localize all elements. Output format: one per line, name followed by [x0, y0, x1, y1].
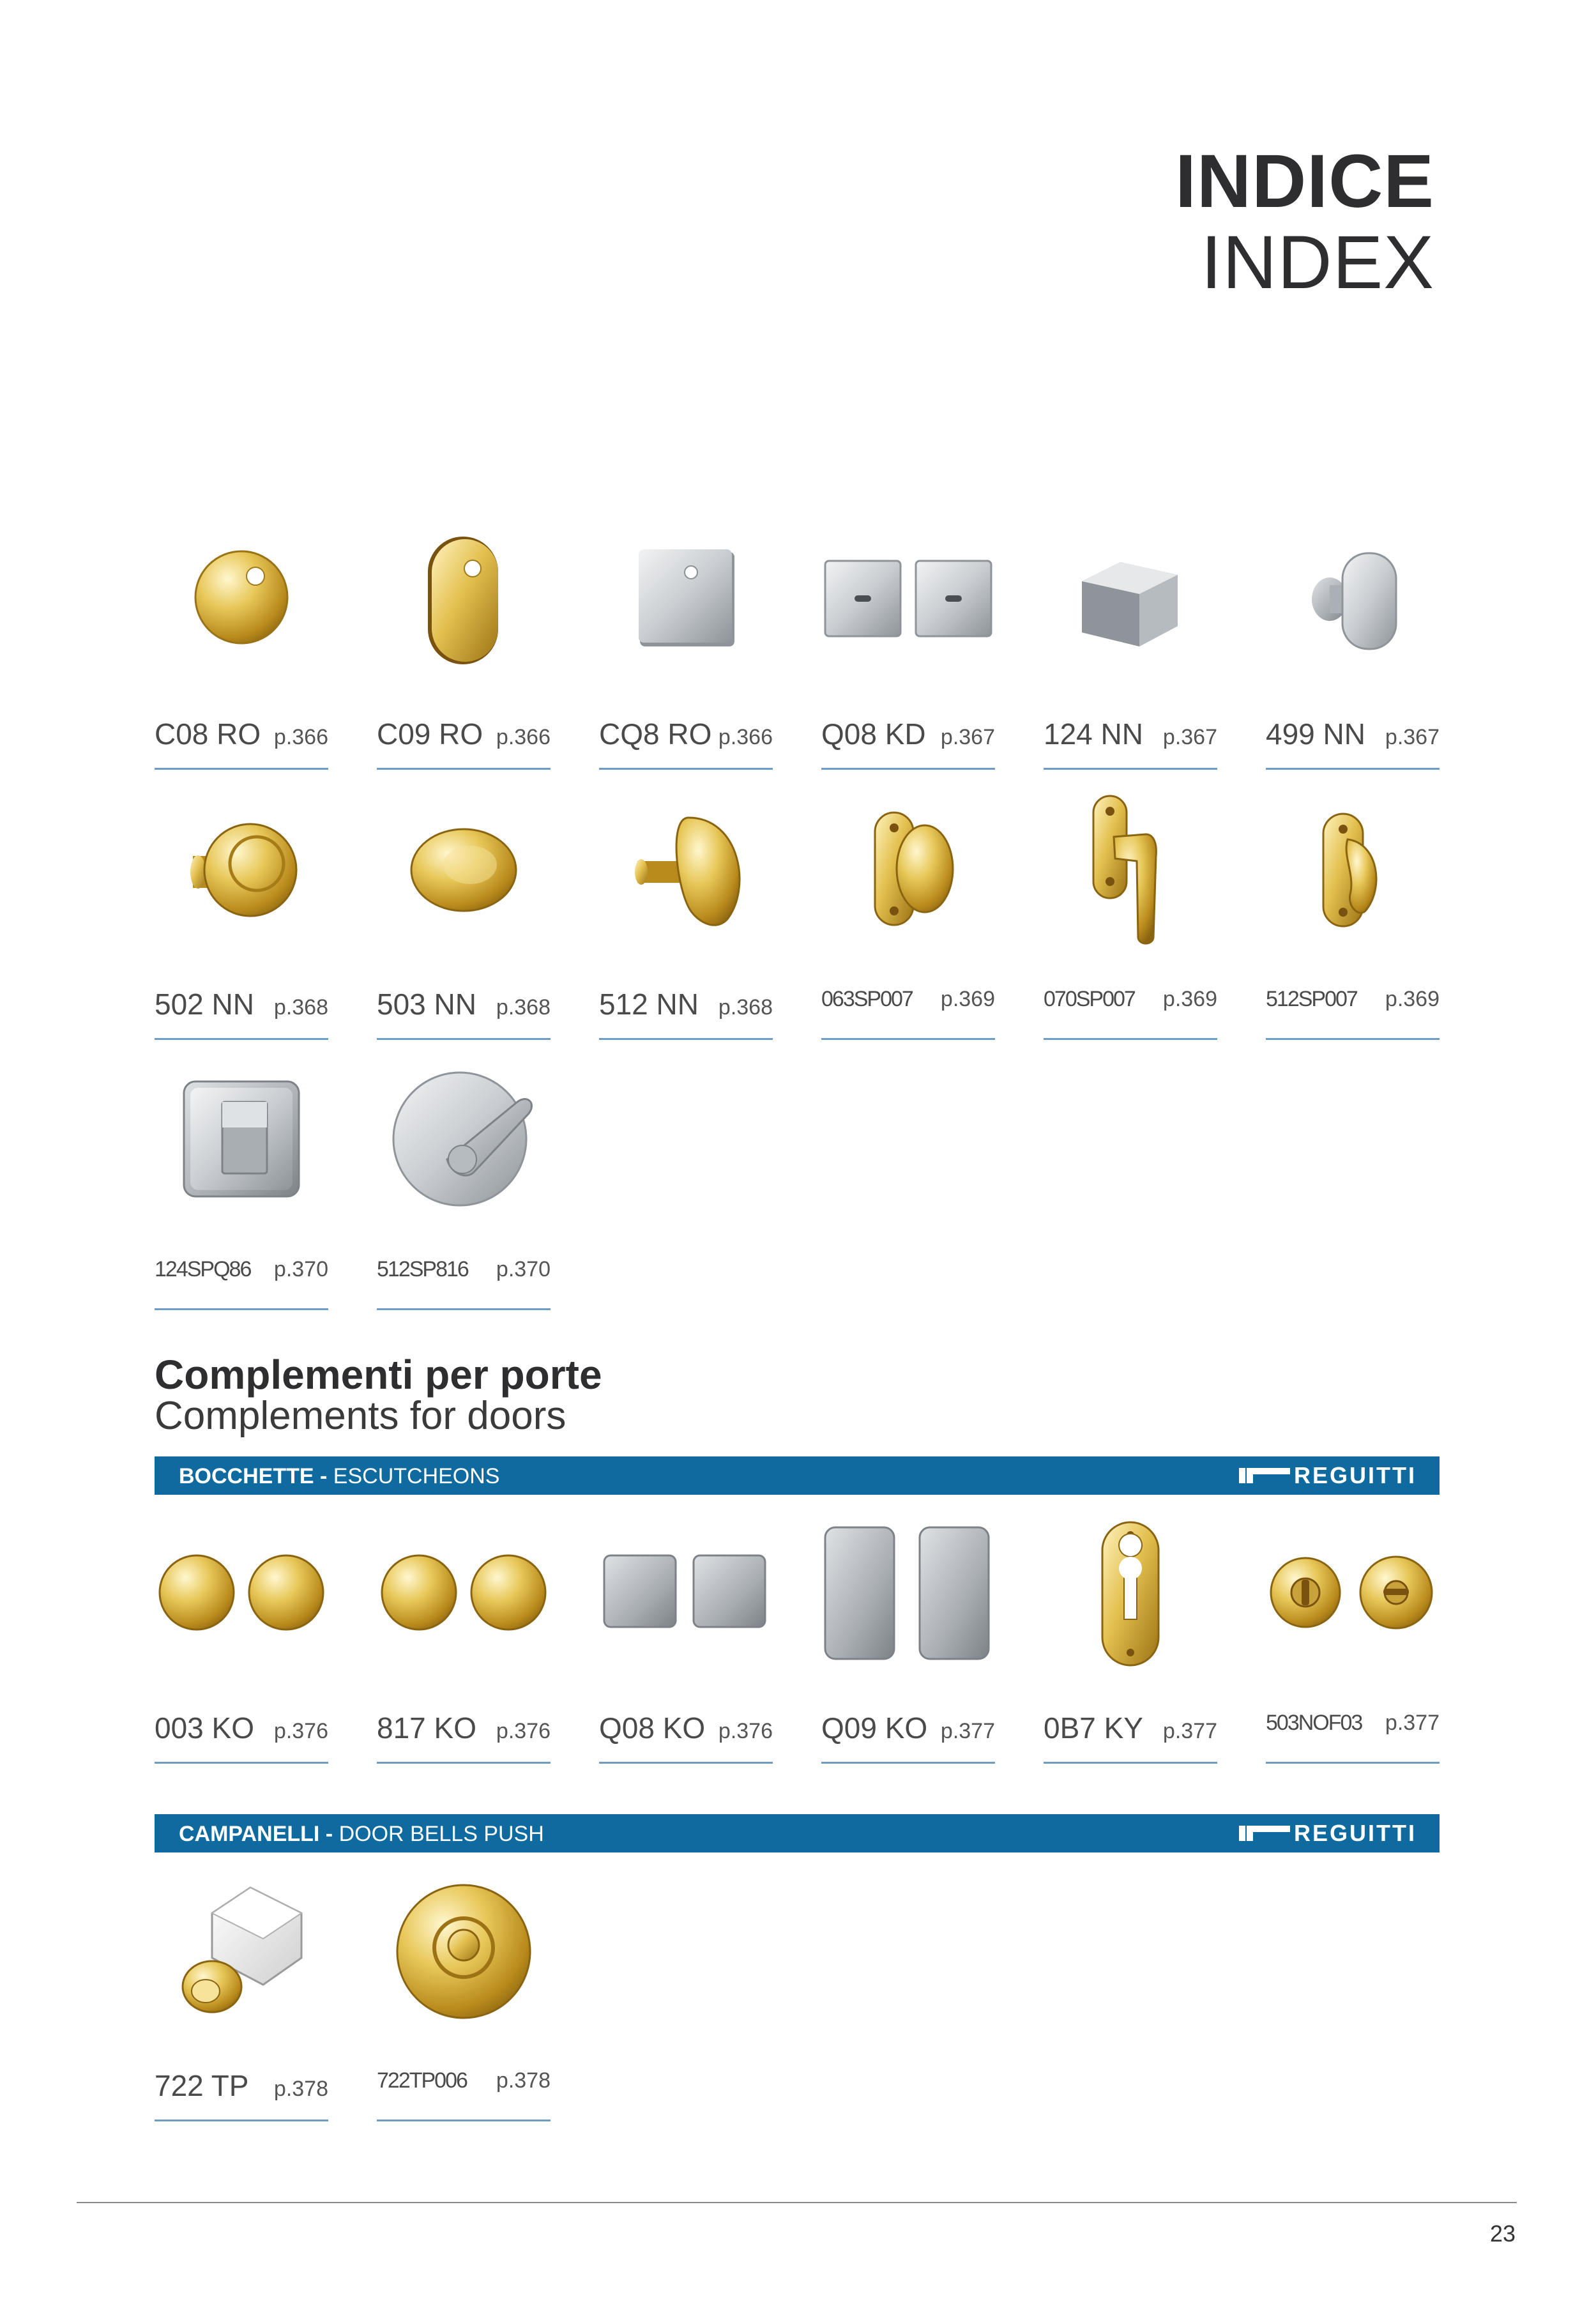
item-divider [1266, 768, 1440, 770]
product-code: Q08 KO [599, 1711, 706, 1745]
page-ref[interactable]: p.376 [273, 1719, 328, 1743]
category-label-it: BOCCHETTE [179, 1464, 314, 1488]
category-separator: - [314, 1464, 333, 1488]
item-divider [377, 1038, 551, 1040]
item-divider [821, 1762, 995, 1764]
page-ref[interactable]: p.369 [940, 987, 995, 1011]
page-ref[interactable]: p.367 [940, 725, 995, 749]
bell-push-round-brass-icon [377, 1875, 551, 2028]
page-title-en: INDEX [1201, 220, 1434, 305]
product-code: 124SPQ86 [155, 1257, 251, 1281]
page-ref[interactable]: p.367 [1162, 725, 1217, 749]
section-title-en: Complements for doors [155, 1394, 566, 1438]
page-ref[interactable]: p.377 [1385, 1711, 1440, 1735]
item-divider [377, 2120, 551, 2121]
product-code: Q09 KO [821, 1711, 928, 1745]
product-code: 0B7 KY [1044, 1711, 1143, 1745]
product-code: C08 RO [155, 717, 261, 751]
product-code: CQ8 RO [599, 717, 712, 751]
square-wc-turn-chrome-icon [155, 1064, 328, 1217]
page-ref[interactable]: p.366 [273, 725, 328, 749]
product-code: 817 KO [377, 1711, 476, 1745]
bell-push-white-icon [155, 1875, 328, 2028]
product-code: 512SP007 [1266, 987, 1357, 1011]
page-ref[interactable]: p.370 [273, 1257, 328, 1281]
page-ref[interactable]: p.376 [496, 1719, 551, 1743]
window-knob-brass-icon [821, 792, 995, 945]
product-code: Q08 KD [821, 717, 926, 751]
product-code: 503 NN [377, 988, 476, 1021]
item-divider [1266, 1038, 1440, 1040]
product-code: 512SP816 [377, 1257, 468, 1281]
item-divider [155, 1762, 328, 1764]
page-ref[interactable]: p.368 [718, 995, 773, 1020]
oval-knob-chrome-icon [1266, 524, 1440, 677]
product-code: 063SP007 [821, 987, 913, 1011]
wing-knob-brass-icon [599, 792, 773, 945]
item-divider [1044, 1762, 1217, 1764]
footer-divider [77, 2202, 1517, 2203]
page-number: 23 [1489, 2220, 1516, 2247]
page-ref[interactable]: p.366 [496, 725, 551, 749]
category-band-door-bells [155, 1814, 1440, 1852]
brand-mark-icon [1239, 1467, 1290, 1485]
page-ref[interactable]: p.370 [496, 1257, 551, 1281]
square-rosette-chrome-icon [599, 524, 773, 677]
brand-logo [1239, 1822, 1417, 1845]
product-code: 722 TP [155, 2069, 249, 2102]
product-code: 512 NN [599, 988, 699, 1021]
item-divider [821, 1038, 995, 1040]
item-divider [821, 768, 995, 770]
category-label-it: CAMPANELLI [179, 1822, 320, 1846]
page-ref[interactable]: p.378 [273, 2077, 328, 2101]
product-code: 003 KO [155, 1711, 254, 1745]
item-divider [155, 2120, 328, 2121]
item-divider [599, 1762, 773, 1764]
product-code: 070SP007 [1044, 987, 1135, 1011]
product-code: 722TP006 [377, 2068, 467, 2093]
item-divider [155, 1308, 328, 1310]
product-code: 503NOF03 [1266, 1711, 1362, 1735]
page-title-it: INDICE [1175, 139, 1434, 224]
oval-knob-brass-icon [377, 792, 551, 945]
product-code: 124 NN [1044, 717, 1143, 751]
round-pair-brass-icon [155, 1517, 328, 1670]
item-divider [599, 768, 773, 770]
product-code: 502 NN [155, 988, 254, 1021]
page-ref[interactable]: p.369 [1162, 987, 1217, 1011]
item-divider [377, 768, 551, 770]
brand-mark-icon [1239, 1824, 1290, 1842]
item-divider [1044, 1038, 1217, 1040]
item-divider [155, 768, 328, 770]
brand-wordmark: REGUITTI [1294, 1462, 1417, 1488]
round-knob-brass-icon [155, 792, 328, 945]
item-divider [377, 1762, 551, 1764]
brand-wordmark: REGUITTI [1294, 1820, 1417, 1846]
section-title-it: Complementi per porte [155, 1352, 602, 1398]
product-code: 499 NN [1266, 717, 1365, 751]
rect-pair-chrome-icon [821, 1517, 995, 1670]
page-ref[interactable]: p.366 [718, 725, 773, 749]
cube-knob-chrome-icon [1044, 524, 1217, 677]
square-escutcheon-pair-chrome-icon [821, 524, 995, 677]
round-wc-turn-chrome-icon [377, 1064, 551, 1217]
item-divider [599, 1038, 773, 1040]
page-ref[interactable]: p.377 [940, 1719, 995, 1743]
window-turn-brass-icon [1266, 792, 1440, 945]
category-label-en: DOOR BELLS PUSH [338, 1822, 544, 1846]
page-ref[interactable]: p.378 [496, 2068, 551, 2093]
oval-rosette-brass-icon [377, 524, 551, 677]
page-ref[interactable]: p.377 [1162, 1719, 1217, 1743]
category-band-escutcheons [155, 1456, 1440, 1495]
cylinder-escutcheon-brass-icon [1044, 1517, 1217, 1670]
page-ref[interactable]: p.369 [1385, 987, 1440, 1011]
item-divider [155, 1038, 328, 1040]
square-pair-chrome-icon [599, 1517, 773, 1670]
window-handle-brass-icon [1044, 792, 1217, 945]
brand-logo [1239, 1464, 1417, 1487]
item-divider [1044, 768, 1217, 770]
category-label-en: ESCUTCHEONS [333, 1464, 500, 1488]
page-ref[interactable]: p.367 [1385, 725, 1440, 749]
product-code: C09 RO [377, 717, 483, 751]
page-ref[interactable]: p.368 [496, 995, 551, 1020]
round-rosette-brass-icon [155, 524, 328, 677]
page-ref[interactable]: p.376 [718, 1719, 773, 1743]
round-pair-brass-2-icon [377, 1517, 551, 1670]
item-divider [1266, 1762, 1440, 1764]
item-divider [377, 1308, 551, 1310]
page-ref[interactable]: p.368 [273, 995, 328, 1020]
category-separator: - [319, 1822, 339, 1846]
wc-round-pair-brass-icon [1266, 1517, 1440, 1670]
